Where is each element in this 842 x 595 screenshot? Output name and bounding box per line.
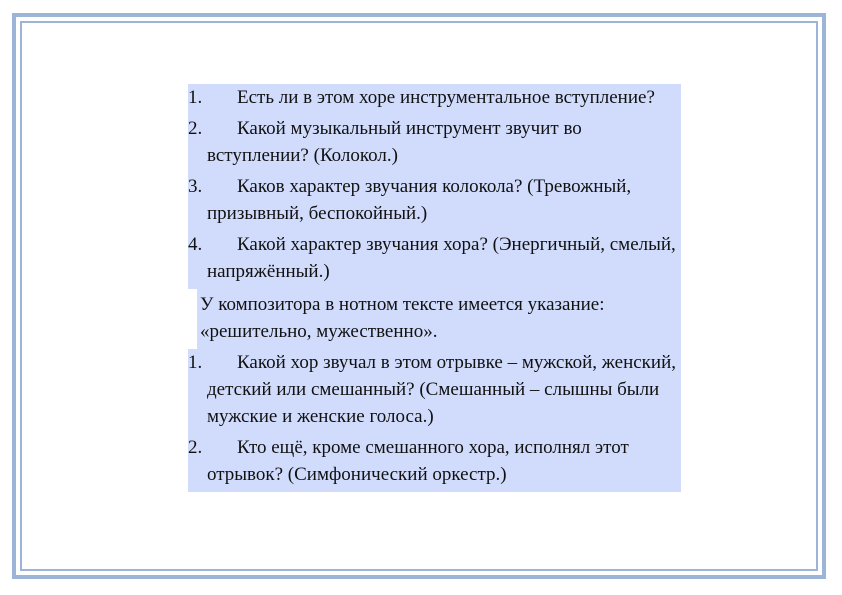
list-item bbox=[188, 84, 681, 115]
list-item-text: Кто ещё, кроме смешанного хора, исполнял этот отрывок? (Симфонический оркестр.) bbox=[207, 437, 629, 485]
question-content bbox=[188, 84, 681, 492]
composer-note-text: У композитора в нотном тексте имеется указание: «решительно, мужественно». bbox=[197, 289, 681, 349]
list-item-text: Какой хор звучал в этом отрывке – мужской, женский, детский или смешанный? (Смешанный – слышны были мужские и женские голоса.) bbox=[207, 352, 676, 427]
list-item bbox=[188, 173, 681, 231]
question-list-2 bbox=[188, 349, 681, 492]
list-item bbox=[188, 115, 681, 173]
list-item bbox=[188, 349, 681, 434]
list-item-text: Каков характер звучания колокола? (Тревожный, призывный, беспокойный.) bbox=[207, 176, 632, 224]
list-item-number: 3. bbox=[188, 176, 203, 197]
list-item-text: Есть ли в этом хоре инструментальное вступление? bbox=[237, 87, 655, 108]
list-item-number: 4. bbox=[188, 234, 203, 255]
list-item bbox=[188, 434, 681, 492]
list-item-number: 1. bbox=[188, 352, 203, 373]
list-item-text: Какой характер звучания хора? (Энергичный, смелый, напряжённый.) bbox=[207, 234, 676, 282]
list-item-number: 2. bbox=[188, 437, 203, 458]
question-list-1 bbox=[188, 84, 681, 289]
list-item-number: 2. bbox=[188, 118, 203, 139]
list-item-text: Какой музыкальный инструмент звучит во вступлении? (Колокол.) bbox=[207, 118, 582, 166]
composer-note bbox=[188, 289, 681, 349]
list-item bbox=[188, 231, 681, 289]
list-item-number: 1. bbox=[188, 87, 203, 108]
